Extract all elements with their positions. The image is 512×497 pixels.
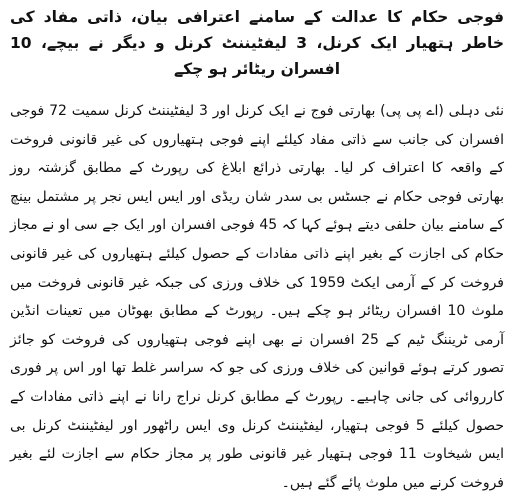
article-body: نئی دہلی (اے پی پی) بھارتی فوج نے ایک کرنل اور 3 لیفٹیننٹ کرنل سمیت 72 فوجی افسران کی جانب سے ذاتی مفاد کیلئے اپنے فوجی ہتھیاروں کی غیر قانونی فروخت کے واقعہ کا اعتراف کر لیا۔ بھارتی ذرائع ابلاغ کی رپورٹ کے مطابق گزشتہ روز بھارتی فوجی حکام نے جسٹس بی سدر شان ریڈی اور ایس ایس نجر پر مشتمل بینچ کے سامنے بیان حلفی دیتے ہوئے کہا کہ 45 فوجی افسران اور ایک جے سی او نے مجاز حکام کی اجازت کے بغیر اپنے ذاتی مفادات کے حصول کیلئے ہتھیاروں کی غیر قانونی فروخت کر کے آرمی ایکٹ 1959 کی خلاف ورزی کی جبکہ غیر قانونی فروخت میں ملوث 10 افسران ریٹائر ہو چکے ہیں۔ رپورٹ کے مطابق بھوٹان میں تعینات انڈین آرمی ٹریننگ ٹیم کے 25 افسران نے بھی اپنے فوجی ہتھیاروں کی فروخت کو جائز تصور کرتے ہوئے قوانین کی خلاف ورزی کی جو کہ سراسر غلط تھا اور اس پر فوری کارروائی کی جانی چاہیے۔ رپورٹ کے مطابق کرنل نراج رانا نے اپنے ذاتی مفادات کے حصول کیلئے 5 فوجی ہتھیار، لیفٹیننٹ کرنل وی ایس راٹھور اور لیفٹیننٹ کرنل بی ایس شیخاوت 11 فوجی ہتھیار غیر قانونی طور پر مجاز حکام سے اجازت لئے بغیر فروخت کرنے میں ملوث پائے گئے ہیں۔ — [10, 103, 505, 491]
article-headline: فوجی حکام کا عدالت کے سامنے اعترافی بیان، ذاتی مفاد کی خاطر ہتھیار ایک کرنل، 3 لیفٹیننٹ کرنل و دیگر نے بیچے، 10 افسران ریٹائر ہو چکے — [10, 8, 504, 78]
headline-divider — [10, 88, 504, 89]
